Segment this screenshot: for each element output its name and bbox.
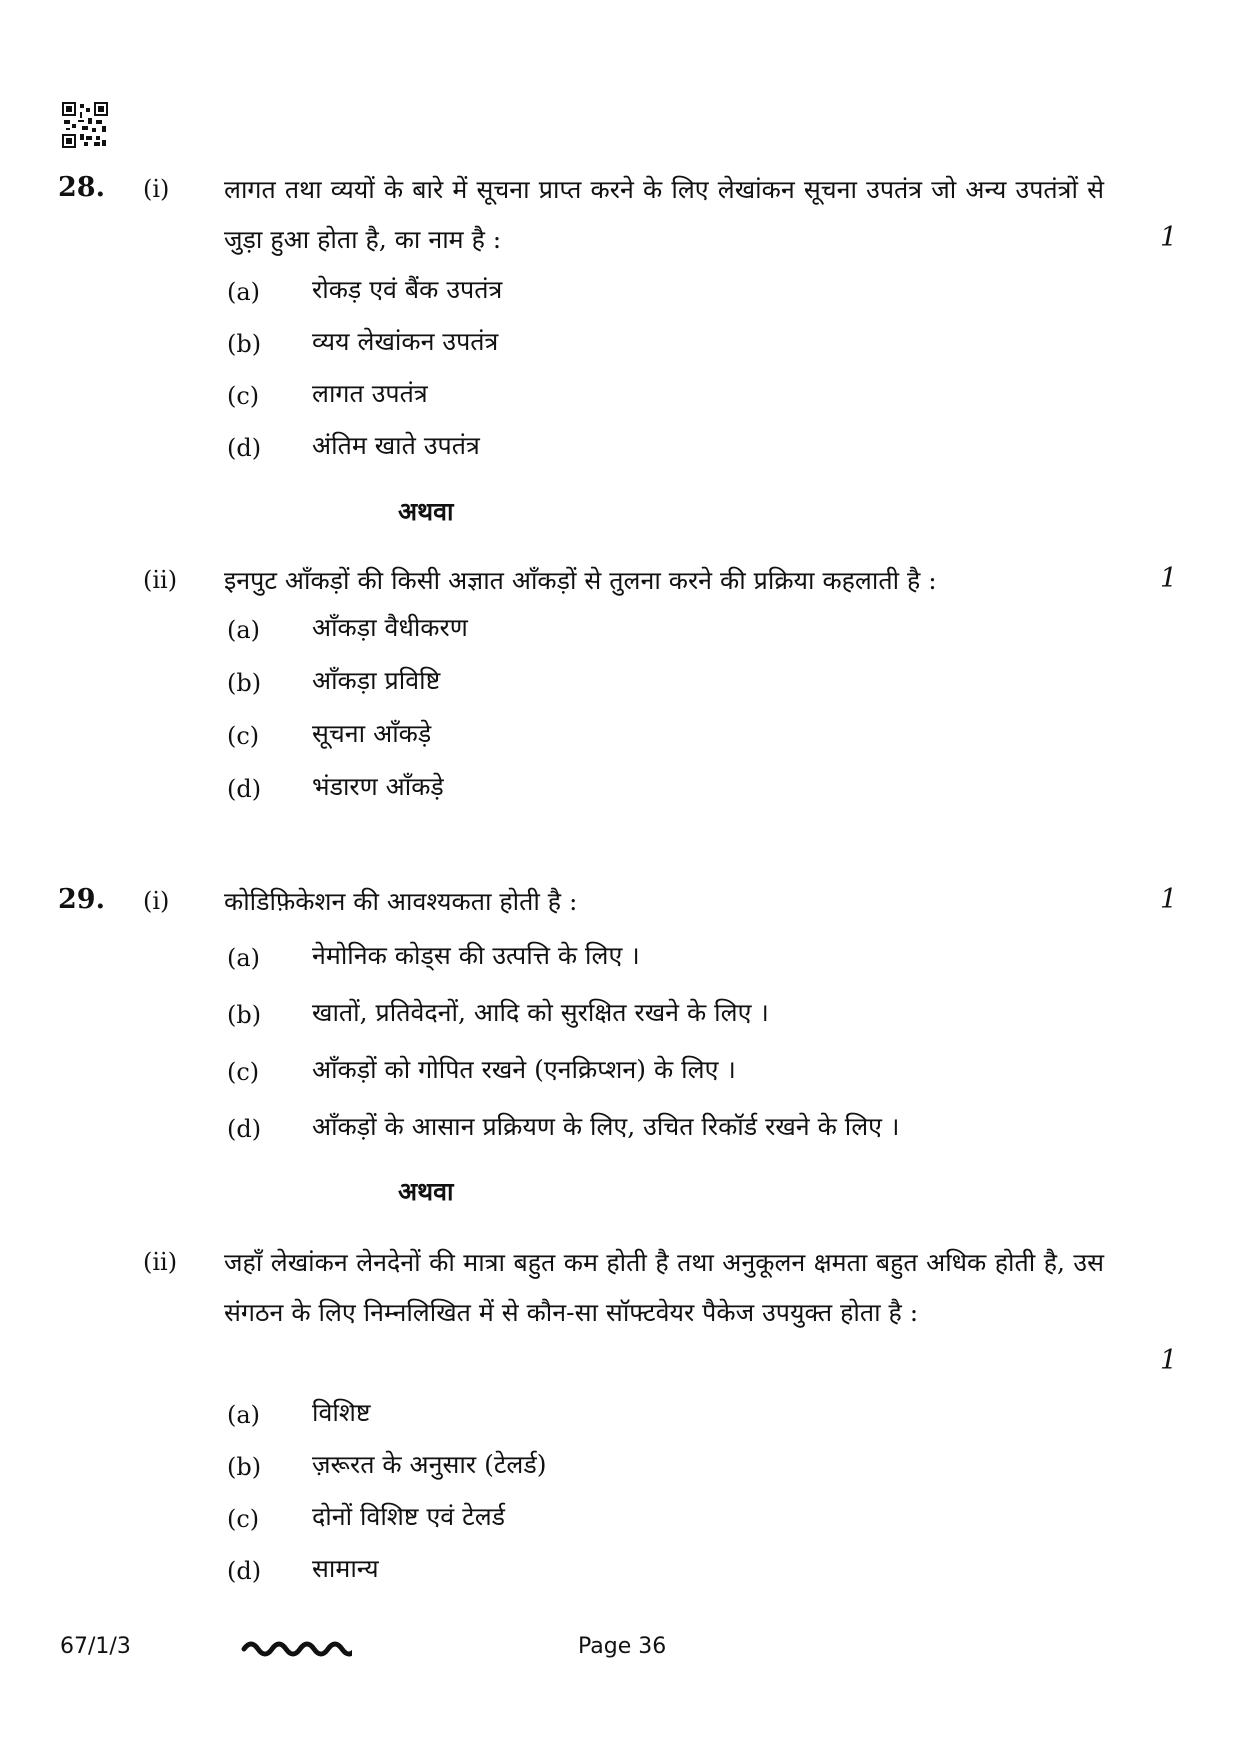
option-text: आँकड़ों के आसान प्रक्रियण के लिए, उचित रिकॉर्ड रखने के लिए ।	[312, 1112, 900, 1141]
question-text: इनपुट आँकड़ों की किसी अज्ञात आँकड़ों से तुलना करने की प्रक्रिया कहलाती है :	[224, 566, 937, 595]
question-number: 28.	[58, 172, 105, 203]
option-text: आँकड़ा प्रविष्टि	[312, 666, 441, 695]
question-text: जहाँ लेखांकन लेनदेनों की मात्रा बहुत कम होती है तथा अनुकूलन क्षमता बहुत अधिक होती है, उस संगठन के लिए निम्नलिखित में से कौन-सा सॉफ्टवेयर पैकेज उपयुक्त होता है :	[224, 1248, 1104, 1327]
part-label: (ii)	[143, 1248, 178, 1276]
option-text: नेमोनिक कोड्स की उत्पत्ति के लिए ।	[312, 941, 640, 970]
page-number: Page 36	[578, 1634, 667, 1659]
option-label: (d)	[227, 1115, 262, 1143]
or-separator: अथवा	[398, 497, 454, 526]
part-label: (i)	[143, 175, 170, 203]
option-label: (d)	[227, 434, 262, 462]
option-label: (c)	[227, 1058, 260, 1086]
option-label: (b)	[227, 1453, 262, 1481]
qr-code	[62, 102, 108, 148]
option-text: सूचना आँकड़े	[312, 719, 432, 748]
part-label: (ii)	[143, 566, 178, 594]
option-text: आँकड़ा वैधीकरण	[312, 613, 468, 642]
option-text: विशिष्ट	[312, 1398, 371, 1427]
option-text: सामान्य	[312, 1554, 379, 1583]
or-separator: अथवा	[398, 1177, 454, 1206]
option-label: (c)	[227, 1505, 260, 1533]
option-label: (d)	[227, 775, 262, 803]
marks: 1	[1160, 563, 1178, 594]
option-text: खातों, प्रतिवेदनों, आदि को सुरक्षित रखने के लिए ।	[312, 998, 769, 1027]
option-text: व्यय लेखांकन उपतंत्र	[312, 327, 499, 356]
option-label: (b)	[227, 1001, 262, 1029]
option-label: (a)	[227, 944, 261, 972]
marks: 1	[1160, 884, 1178, 915]
option-label: (a)	[227, 1401, 261, 1429]
option-label: (a)	[227, 278, 261, 306]
option-label: (b)	[227, 330, 262, 358]
part-label: (i)	[143, 887, 170, 915]
option-label: (a)	[227, 616, 261, 644]
option-label: (c)	[227, 382, 260, 410]
wave-ornament	[240, 1627, 352, 1667]
option-label: (d)	[227, 1557, 262, 1585]
option-label: (c)	[227, 722, 260, 750]
option-text: भंडारण आँकड़े	[312, 772, 444, 801]
option-text: लागत उपतंत्र	[312, 379, 428, 408]
paper-code: 67/1/3	[60, 1634, 131, 1659]
option-text: ज़रूरत के अनुसार (टेलर्ड)	[312, 1450, 547, 1479]
marks: 1	[1160, 222, 1178, 253]
option-label: (b)	[227, 669, 262, 697]
marks: 1	[1160, 1345, 1178, 1376]
option-text: अंतिम खाते उपतंत्र	[312, 431, 480, 460]
question-text: लागत तथा व्ययों के बारे में सूचना प्राप्त करने के लिए लेखांकन सूचना उपतंत्र जो अन्य उपतंत्रों से जुड़ा हुआ होता है, का नाम है :	[224, 175, 1104, 254]
option-text: आँकड़ों को गोपित रखने (एनक्रिप्शन) के लिए ।	[312, 1055, 736, 1084]
option-text: दोनों विशिष्ट एवं टेलर्ड	[312, 1502, 506, 1531]
question-text: कोडिफ़िकेशन की आवश्यकता होती है :	[224, 887, 578, 916]
question-number: 29.	[58, 884, 105, 915]
option-text: रोकड़ एवं बैंक उपतंत्र	[312, 275, 503, 304]
